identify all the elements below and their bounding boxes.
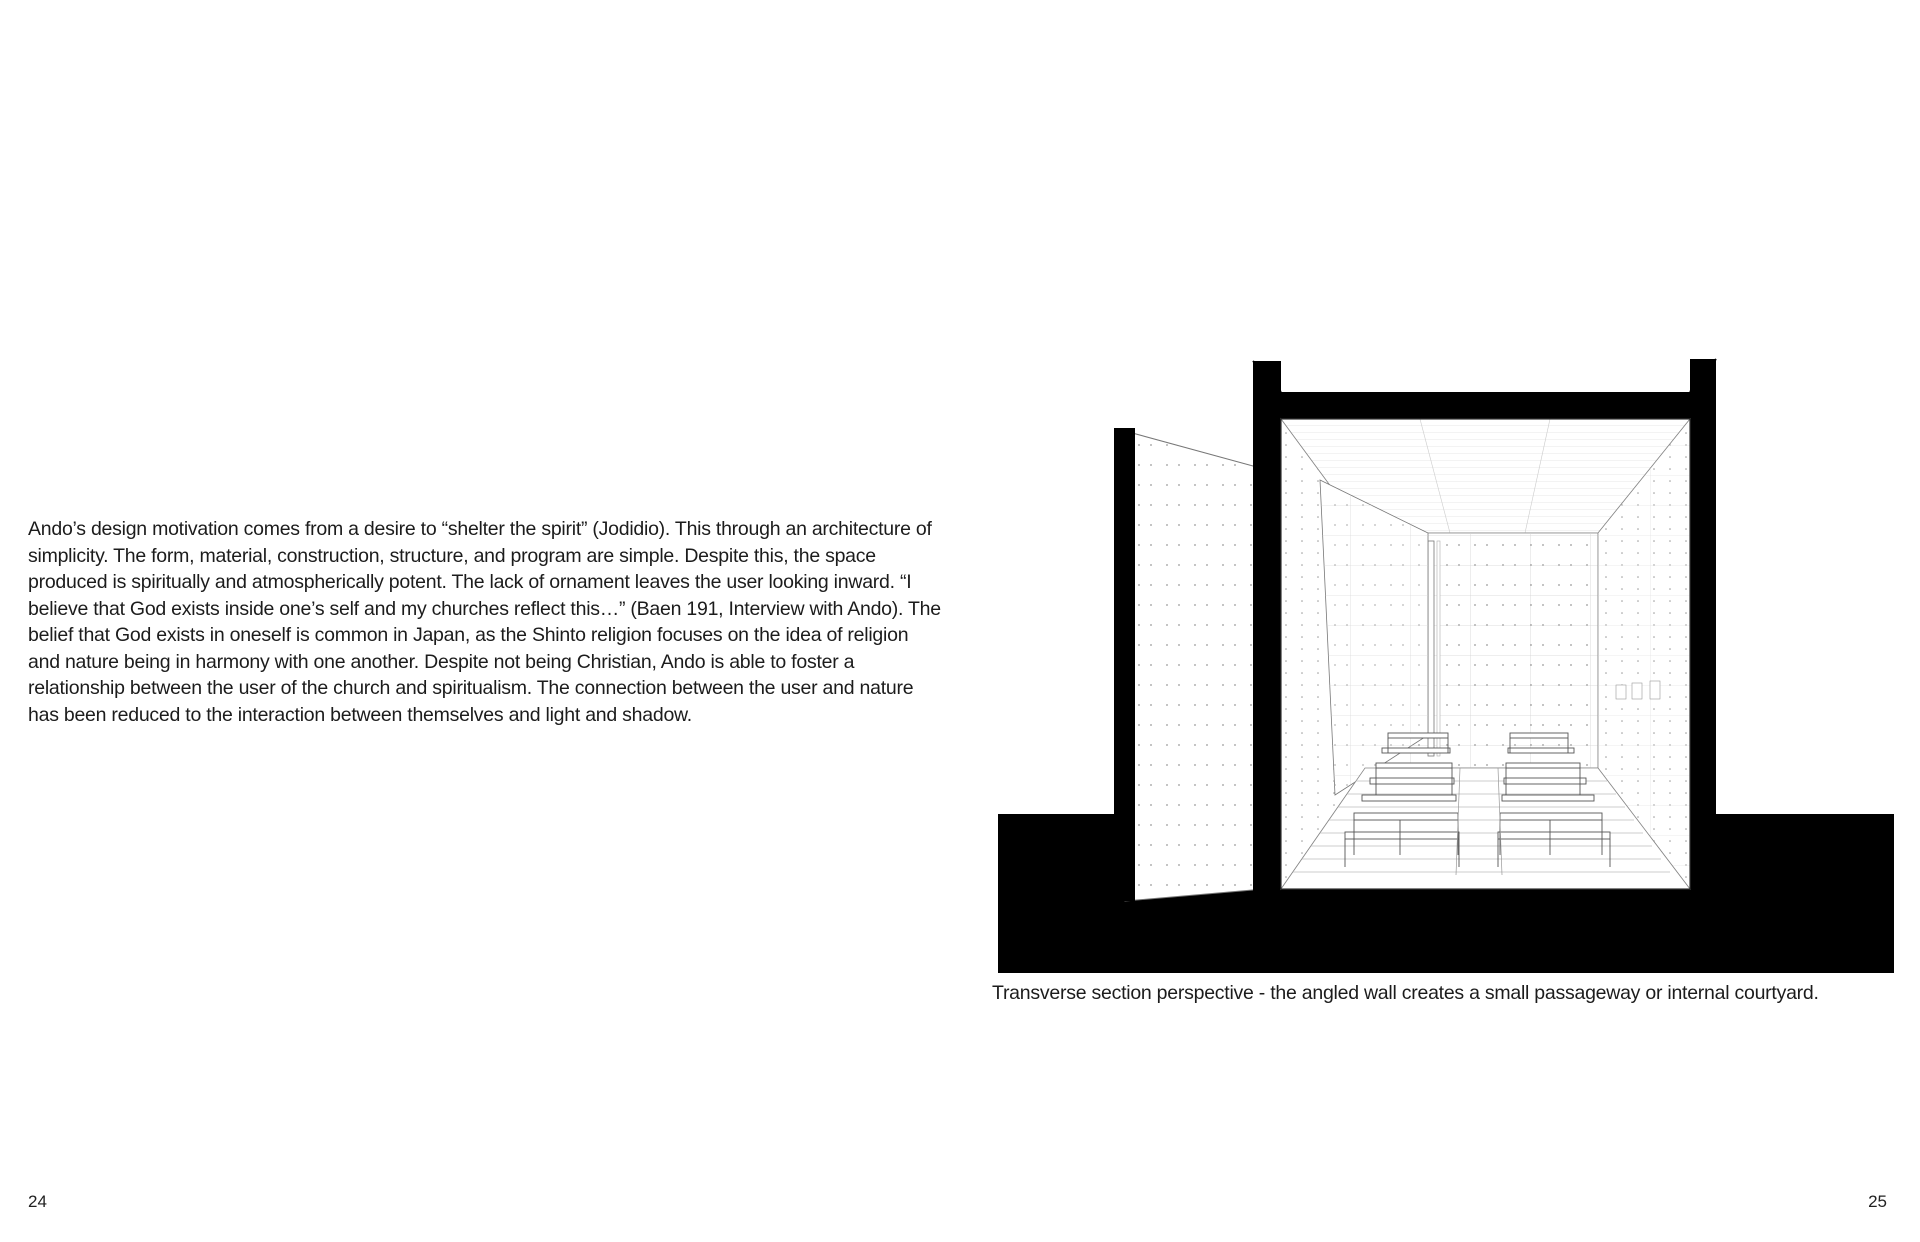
left-wall-cut <box>1253 361 1281 901</box>
section-drawing-svg <box>990 355 1900 975</box>
body-paragraph: Ando’s design motivation comes from a desire to “shelter the spirit” (Jodidio). This through an architecture of simplicity. The form, material, construction, structure, and program are simple. Despite this, the space produced is spiritually and atmospherically potent. The lack of ornament leaves the user looking inward. “I believe that God exists inside one’s self and my churches reflect this…” (Baen 191, Interview with Ando). The belief that God exists in oneself is common in Japan, as the Shinto religion focuses on the idea of religion and nature being in harmony with one another. Despite not being Christian, Ando is able to foster a relationship between the user of the church and spiritualism. The connection between the user and nature has been reduced to the interaction between themselves and light and shadow. <box>28 518 941 726</box>
angled-wall-cut <box>1114 428 1135 901</box>
roof-slab-cut <box>1253 392 1716 419</box>
section-perspective-drawing <box>990 355 1900 975</box>
page-number-left: 24 <box>28 1192 47 1211</box>
page-number-right: 25 <box>1868 1192 1887 1211</box>
right-wall-cut <box>1690 359 1716 889</box>
figure-caption: Transverse section perspective - the angled wall creates a small passageway or internal courtyard. <box>992 982 1819 1004</box>
